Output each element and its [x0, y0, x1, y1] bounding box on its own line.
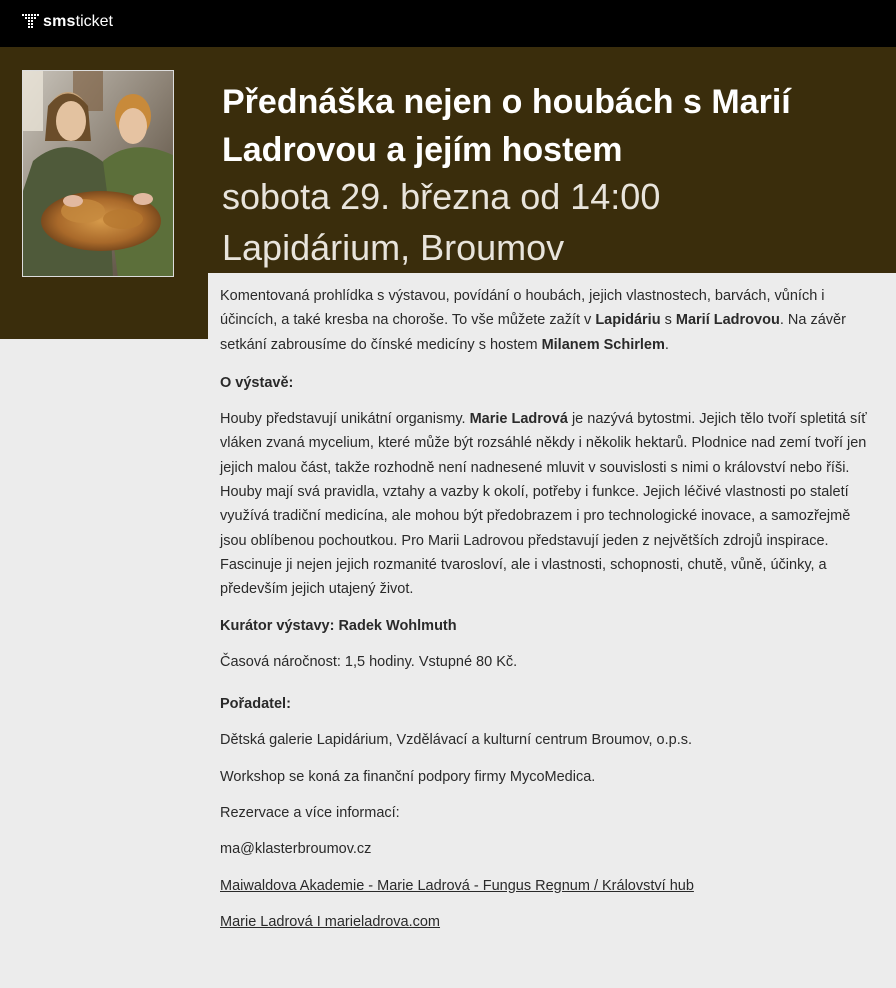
- intro-bold-ladrova: Marií Ladrovou: [675, 312, 780, 329]
- exhibit-text-2: je nazývá bytostmi. Jejich tělo tvoří spletitá síť vláken zvaná mycelium, které může být rozsáhlé někdy i několik hektarů. Plodnice nad zemí tvoří jen jejich malou část, takže rozhodně není nadnesené mluvit v souvislosti s nimi o království nebo říši. Houby mají svá pravidla, vztahy a vazby k okolí, potřeby i funkce. Jejich léčivé vlastnosti po staletí využívá tradiční medicína, ale mohou být předobrazem i pro technologické inovace, a samozřejmě jsou oblíbenou pochoutkou. Pro Marii Ladrovou představují jeden z největších zdrojů inspirace. Fascinuje ji nejen jejich rozmanité tvarosloví, ale i vlastnosti, schopnosti, chutě, vůně, účinky, a především jejich utajený život.: [220, 411, 867, 598]
- exhibit-text-1: Houby představují unikátní organismy.: [220, 411, 470, 428]
- intro-text-4: .: [664, 336, 669, 353]
- event-photo: [22, 70, 174, 277]
- intro-bold-lapidarium: Lapidáriu: [595, 312, 661, 329]
- organizer-line: Dětská galerie Lapidárium, Vzdělávací a kulturní centrum Broumov, o.p.s.: [220, 732, 693, 749]
- logo-sms-text: sms: [43, 13, 76, 30]
- event-date: sobota 29. března od 14:00: [222, 176, 661, 217]
- intro-text-1: Komentovaná prohlídka s výstavou, povídání o houbách, jejich vlastnostech, barvách, vůních i účincích, a také kresba na choroše. To vše můžete zažít v: [220, 288, 825, 329]
- link-maiwaldova-akademie[interactable]: Maiwaldova Akademie - Marie Ladrová - Fungus Regnum / Království hub: [220, 877, 694, 894]
- sponsor-line: Workshop se koná za finanční podpory firmy MycoMedica.: [220, 768, 596, 785]
- hero-left-extension: [0, 273, 208, 339]
- smsticket-logo[interactable]: [22, 12, 113, 32]
- event-title: Přednáška nejen o houbách s Marií Ladrovou a jejím hostem: [222, 83, 791, 169]
- event-place: Lapidárium, Broumov: [222, 227, 565, 268]
- intro-text-2: s: [660, 312, 676, 329]
- reservation-heading: Rezervace a více informací:: [220, 805, 400, 822]
- intro-text-3: . Na závěr setkání zabrousíme do čínské medicíny s hostem: [220, 312, 846, 353]
- exhibit-heading: O výstavě:: [220, 374, 294, 391]
- intro-paragraph: [220, 284, 880, 357]
- curator-line: Kurátor výstavy: Radek Wohlmuth: [220, 617, 457, 634]
- link-marieladrova[interactable]: Marie Ladrová I marieladrova.com: [220, 913, 441, 930]
- logo-ticket-text: ticket: [75, 13, 113, 30]
- top-bar: [0, 0, 896, 47]
- event-description: [220, 284, 880, 946]
- exhibit-paragraph: [220, 407, 880, 601]
- contact-email: ma@klasterbroumov.cz: [220, 841, 372, 858]
- organizer-heading: Pořadatel:: [220, 696, 291, 713]
- ticket-dots-icon: [22, 12, 40, 32]
- intro-bold-schirl: Milanem Schirlem: [541, 336, 665, 353]
- duration-line: Časová náročnost: 1,5 hodiny. Vstupné 80 Kč.: [220, 653, 518, 670]
- exhibit-bold-ladrova: Marie Ladrová: [469, 411, 568, 428]
- event-photo-image: [23, 71, 174, 277]
